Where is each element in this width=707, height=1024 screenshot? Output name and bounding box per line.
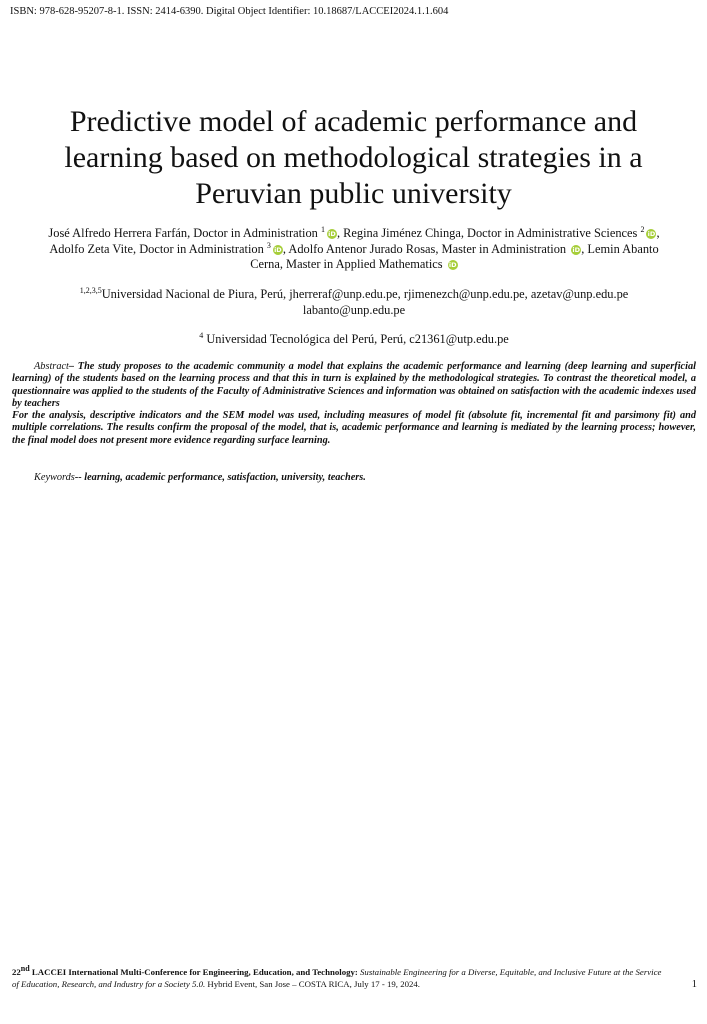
affiliation-1-text: Universidad Nacional de Piura, Perú, jherreraf@unp.edu.pe, rjimenezch@unp.edu.pe, azetav@unp.edu.pe bbox=[101, 287, 629, 301]
author-1-affil: 1 bbox=[320, 224, 325, 234]
conference-name: LACCEI International Multi-Conference for Engineering, Education, and Technology: bbox=[29, 967, 361, 977]
author-4-name: , Adolfo Antenor Jurado Rosas, Master in Administration bbox=[282, 241, 570, 256]
affiliation-1-marker: 1,2,3,5 bbox=[79, 285, 102, 295]
author-3-name: Adolfo Zeta Vite, Doctor in Administration bbox=[49, 241, 267, 256]
abstract-paragraph-2: For the analysis, descriptive indicators and the SEM model was used, including measures of model fit (absolute fit, incremental fit and parsimony fit) and multiple correlations. The results confirm the proposal of the model, that is, academic performance and learning is mediated by the learning process; however, the final model does not present more evidence regarding surface learning. bbox=[12, 410, 696, 446]
page-footer bbox=[12, 964, 696, 990]
author-line-2 bbox=[24, 242, 684, 258]
author-2-affil: 2 bbox=[640, 224, 645, 234]
author-list bbox=[24, 226, 684, 273]
affiliation-2 bbox=[24, 332, 684, 348]
abstract bbox=[12, 361, 696, 447]
author-line-1: José Alfredo Herrera Farfán, Doctor in Administration $^1$iD, Regina Jiménez Chinga, Doctor in Administrative Sciences $^2$iD, bbox=[48, 224, 660, 240]
author-line-3 bbox=[24, 257, 684, 273]
author-2-name: , Regina Jiménez Chinga, Doctor in Administrative Sciences bbox=[336, 226, 641, 240]
keywords bbox=[34, 472, 366, 483]
paper-title bbox=[40, 104, 667, 212]
footer-line-1 bbox=[12, 964, 696, 979]
orcid-icon[interactable]: iD bbox=[328, 230, 336, 238]
author-5-degree: Cerna, Master in Applied Mathematics bbox=[250, 257, 446, 271]
affiliation-2-marker: 4 bbox=[199, 330, 204, 340]
doi-header: ISBN: 978-628-95207-8-1. ISSN: 2414-6390. Digital Object Identifier: 10.18687/LACCEI2024.1.1.604 bbox=[10, 6, 449, 17]
conference-number: 22 bbox=[12, 967, 21, 977]
affiliation-1-line-1 bbox=[24, 287, 684, 303]
conference-theme-1: Sustainable Engineering for a Diverse, Equitable, and Inclusive Future at the Service bbox=[360, 967, 662, 977]
affiliation-2-text: Universidad Tecnológica del Perú, Perú, c21361@utp.edu.pe bbox=[203, 332, 509, 346]
keywords-text: -- learning, academic performance, satisfaction, university, teachers. bbox=[74, 472, 366, 483]
abstract-paragraph-1 bbox=[12, 361, 696, 410]
author-1-name: José Alfredo Herrera Farfán, Doctor in Administration bbox=[48, 226, 321, 240]
title-line-1: Predictive model of academic performance and bbox=[69, 105, 638, 138]
orcid-icon[interactable]: iD bbox=[448, 261, 457, 269]
orcid-icon[interactable]: iD bbox=[274, 245, 282, 254]
footer-line-2 bbox=[12, 979, 696, 991]
orcid-icon[interactable]: iD bbox=[572, 245, 581, 254]
abstract-text-1: – The study proposes to the academic community a model that explains the academic performance and learning (deep learning and superficial learning) of the students based on the learning process and that this in turn is explained by the methodological strategies. To contrast the theoretical model, a questionnaire was applied to the students of the Faculty of Administrative Sciences and information was obtained on satisfaction with the academic indexes used by teachers bbox=[12, 361, 696, 409]
author-3-affil: 3 bbox=[266, 240, 271, 250]
author-5-name: , Lemin Abanto bbox=[581, 241, 659, 256]
title-line-2: learning based on methodological strategies in a bbox=[64, 141, 643, 174]
abstract-label: Abstract bbox=[34, 361, 69, 372]
conference-theme-2: of Education, Research, and Industry for a Society 5.0. bbox=[12, 978, 206, 989]
keywords-label: Keywords bbox=[34, 472, 75, 483]
page-number: 1 bbox=[691, 979, 697, 990]
affiliation-1-line-2: labanto@unp.edu.pe bbox=[302, 302, 406, 317]
conference-ordinal: nd bbox=[20, 964, 30, 974]
event-info: Hybrid Event, San Jose – COSTA RICA, July 17 - 19, 2024. bbox=[205, 978, 420, 989]
title-line-3: Peruvian public university bbox=[195, 177, 512, 210]
affiliation-1 bbox=[24, 287, 684, 318]
orcid-icon[interactable]: iD bbox=[647, 230, 656, 238]
